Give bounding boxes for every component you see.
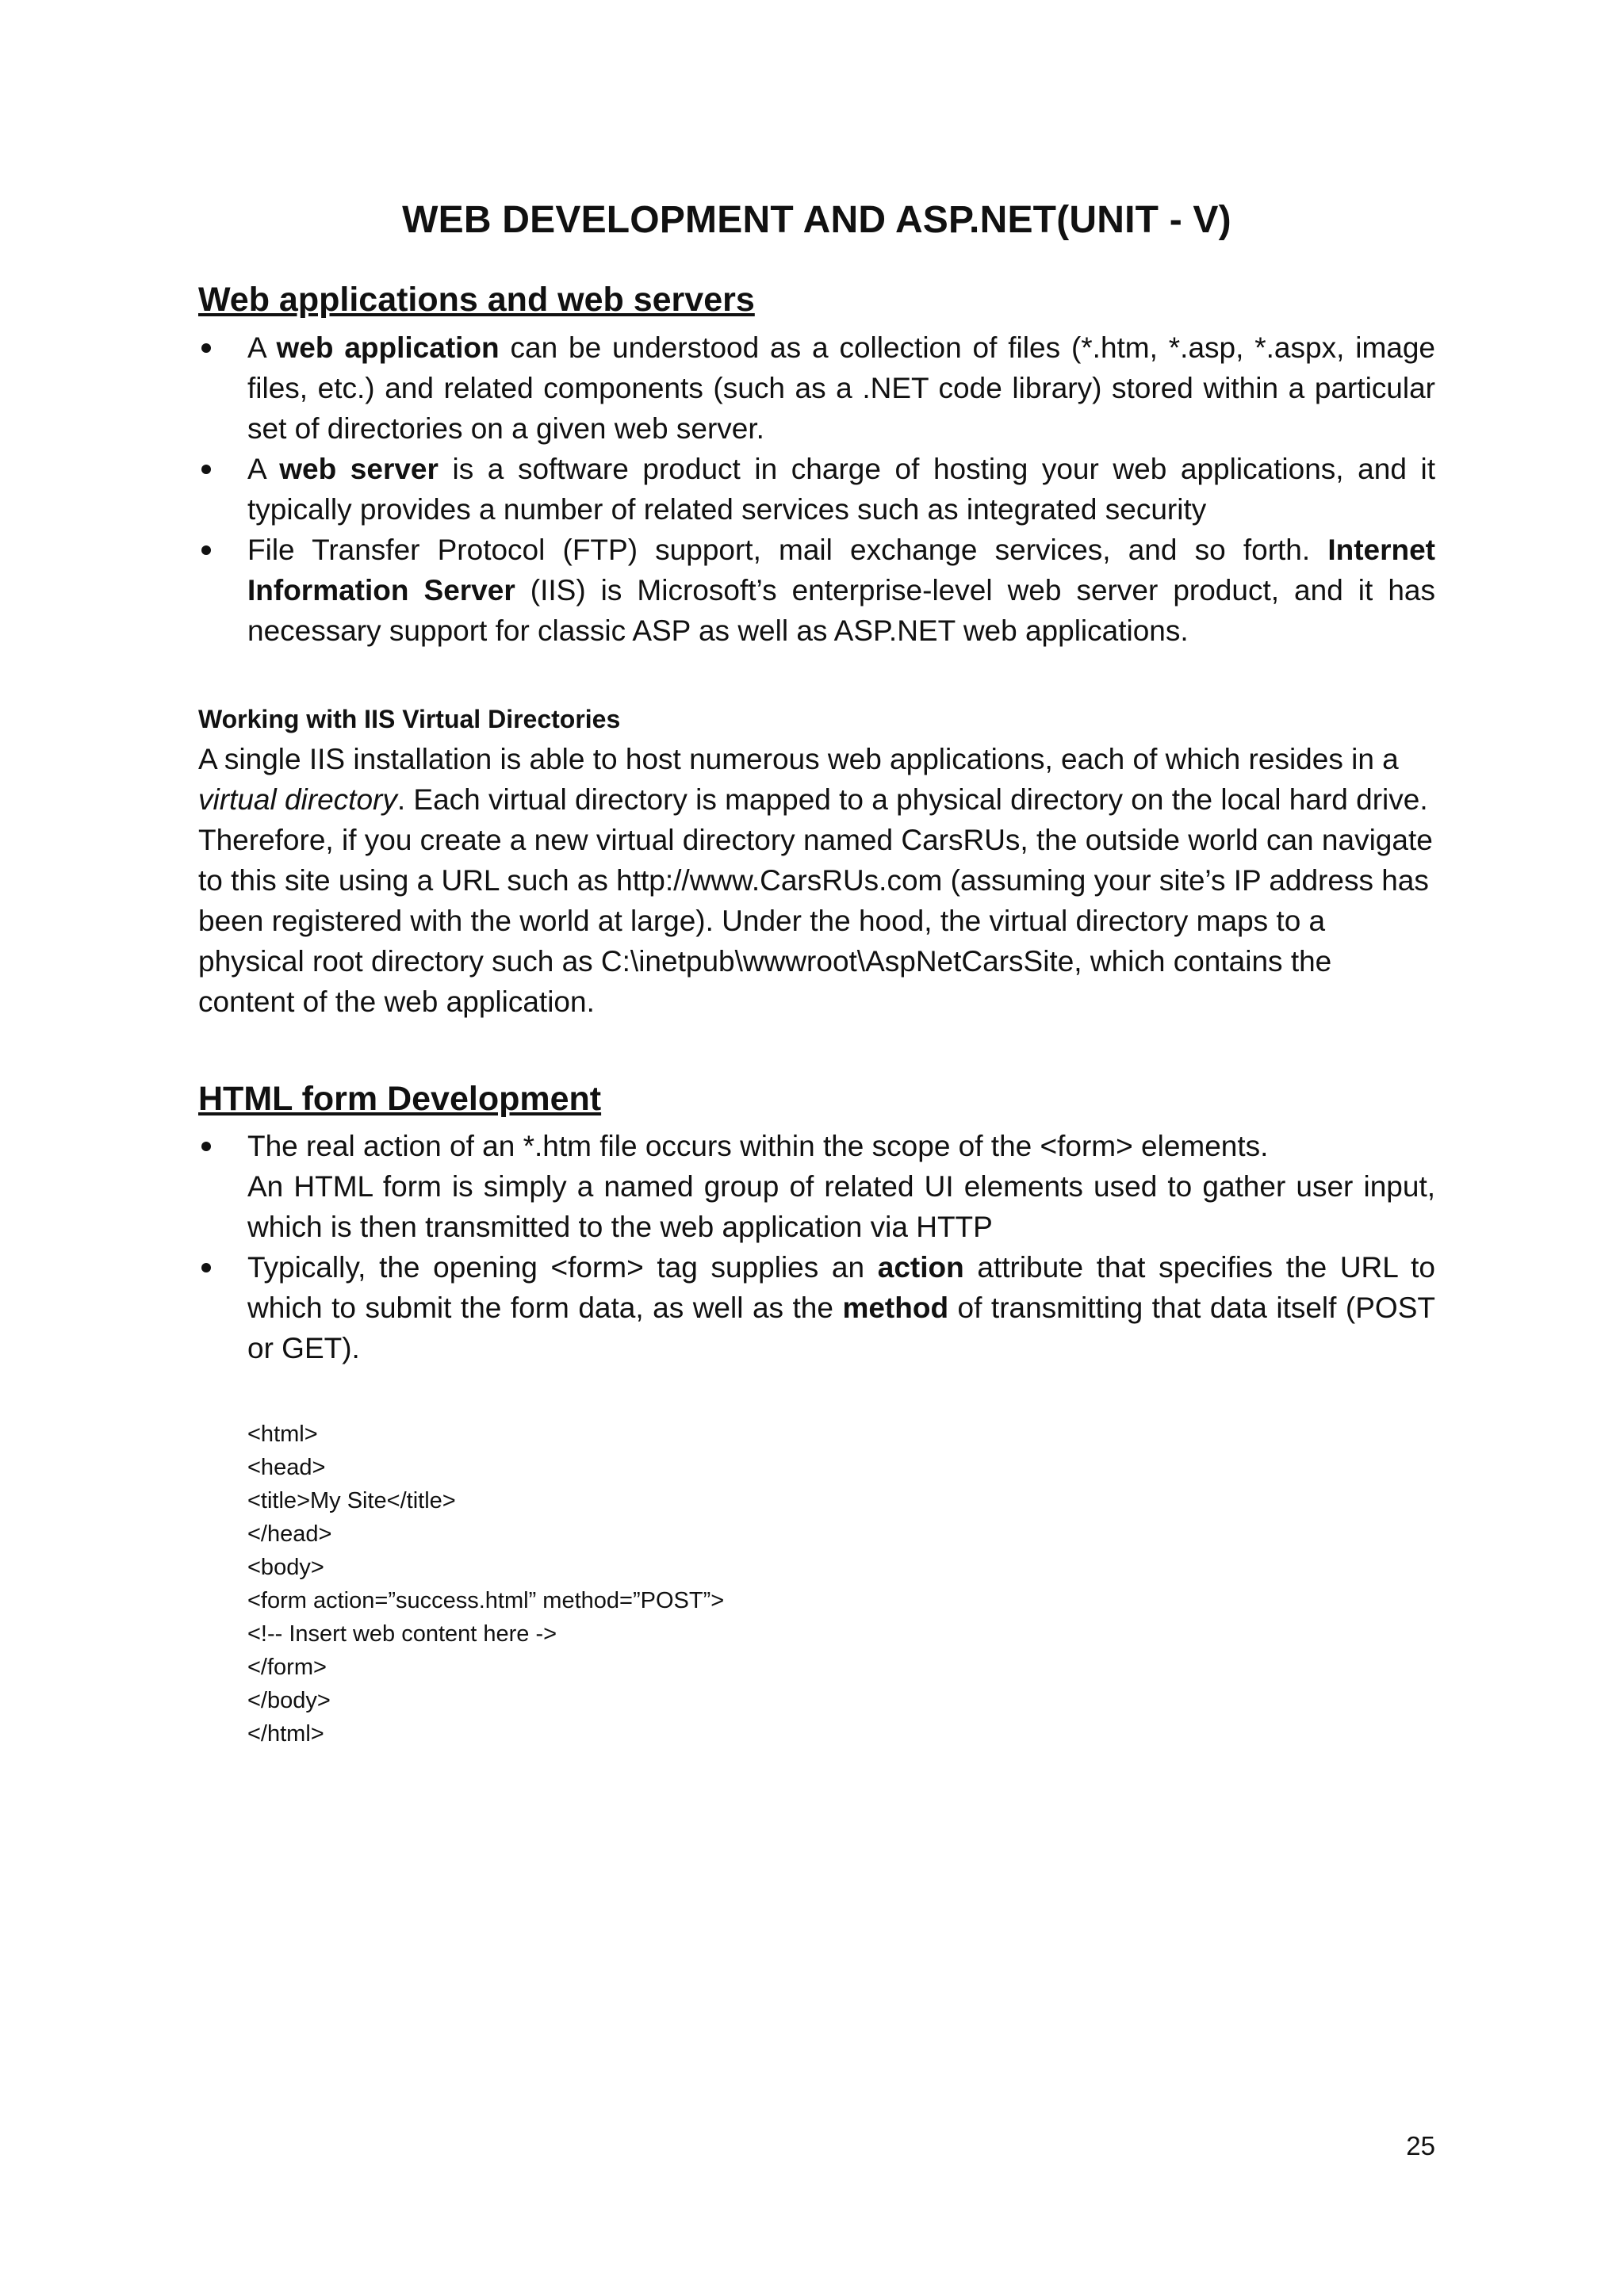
page-content — [198, 198, 1435, 1751]
bullet-item — [198, 1247, 1435, 1368]
code-line: <body> — [247, 1555, 324, 1581]
paragraph-text-pre: A single IIS installation is able to host numerous web applications, each of which resides in a — [198, 742, 1399, 775]
code-line: <head> — [247, 1455, 326, 1481]
code-line: <html> — [247, 1422, 318, 1448]
bullet-text-bold: web server — [279, 452, 439, 485]
bullet-text-pre: Typically, the opening <form> tag supplies an — [247, 1251, 878, 1284]
bullet-item — [198, 1126, 1435, 1247]
virtual-directories-paragraph — [198, 739, 1435, 1022]
bullet-text-bold: Internet Information Server — [247, 533, 1435, 607]
bullet-icon — [201, 343, 211, 353]
bullet-text-line2: An HTML form is simply a named group of related UI elements used to gather user input, which is then transmitted to the web application via HTTP — [247, 1170, 1435, 1244]
page-number: 25 — [1406, 2131, 1435, 2160]
code-line: <form action=”success.html” method=”POST”> — [247, 1588, 725, 1614]
section-heading-html-form: HTML form Development — [198, 1079, 602, 1118]
section-heading-web-applications: Web applications and web servers — [198, 281, 755, 319]
web-applications-bullet-list — [198, 327, 1435, 651]
paragraph-text-italic: virtual directory — [198, 783, 397, 816]
document-title: WEB DEVELOPMENT AND ASP.NET(UNIT - V) — [402, 199, 1231, 241]
code-line: </form> — [247, 1655, 327, 1681]
code-line: <!-- Insert web content here -> — [247, 1621, 557, 1647]
bullet-text-bold-action: action — [877, 1251, 964, 1284]
bullet-text-mid: attribute that specifies the URL to which to submit the form data, as well as the — [247, 1251, 1436, 1325]
bullet-text-post: (IIS) is Microsoft’s enterprise-level web server product, and it has necessary support for classic ASP as well as ASP.NET web applications. — [247, 573, 1435, 647]
html-form-bullet-list — [198, 1126, 1435, 1368]
bullet-text-pre: File Transfer Protocol (FTP) support, mail exchange services, and so forth. — [247, 533, 1328, 566]
bullet-text-bold-method: method — [842, 1292, 949, 1325]
subheading-iis-virtual-directories: Working with IIS Virtual Directories — [198, 704, 621, 733]
paragraph-text-post: . Each virtual directory is mapped to a physical directory on the local hard drive. Therefore, if you create a new virtual directory named CarsRUs, the outside world can navigate to this site using a URL such as http://www.CarsRUs.com (assuming your site’s IP address has been registered with the world at large). Under the hood, the virtual directory maps to a physical root directory such as C:\inetpub\wwwroot\AspNetCarsSite, which contains the content of the web application. — [198, 783, 1433, 1018]
bullet-icon — [201, 545, 211, 555]
bullet-item — [198, 449, 1435, 530]
bullet-text-post: is a software product in charge of hosting your web applications, and it typically provides a number of related services such as integrated security — [247, 452, 1435, 526]
html-code-sample — [247, 1418, 1435, 1751]
bullet-icon — [201, 465, 211, 474]
bullet-text-pre: A — [247, 331, 277, 364]
bullet-item — [198, 530, 1435, 651]
bullet-text-bold: web application — [276, 331, 500, 364]
bullet-text-line1: The real action of an *.htm file occurs within the scope of the <form> elements. — [247, 1130, 1269, 1163]
bullet-text-post: can be understood as a collection of files (*.htm, *.asp, *.aspx, image files, etc.) and related components (such as a .NET code library) stored within a particular set of directories on a given web server. — [247, 331, 1435, 445]
bullet-text-post: of transmitting that data itself (POST or GET). — [247, 1292, 1435, 1365]
code-line: </head> — [247, 1521, 332, 1548]
code-line: <title>My Site</title> — [247, 1488, 456, 1514]
bullet-icon — [201, 1142, 211, 1151]
bullet-text-pre: A — [247, 452, 280, 485]
code-line: </body> — [247, 1688, 331, 1714]
bullet-item — [198, 327, 1435, 449]
code-line: </html> — [247, 1721, 324, 1747]
bullet-icon — [201, 1263, 211, 1272]
